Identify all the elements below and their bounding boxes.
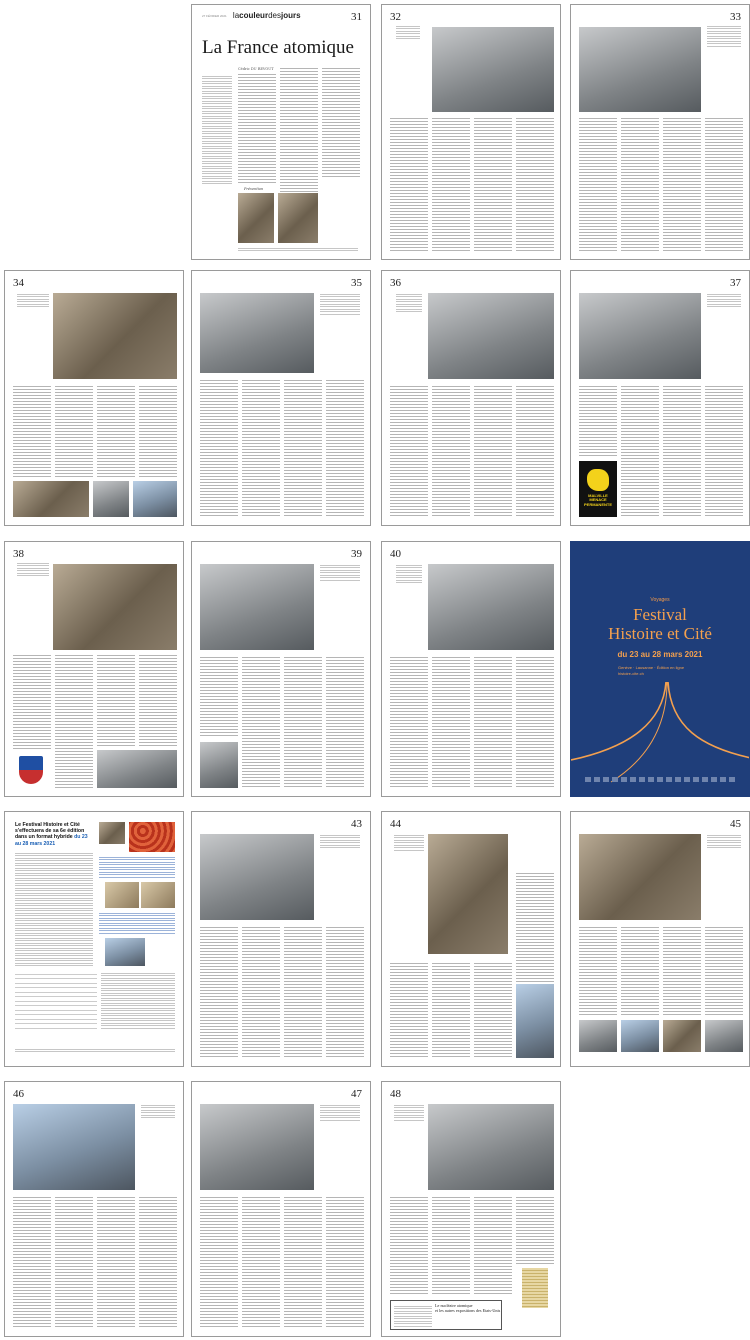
caption xyxy=(320,1104,360,1122)
empty-street-photo xyxy=(428,1104,554,1190)
article-column xyxy=(663,385,701,517)
article-column xyxy=(621,117,659,251)
page-35[interactable] xyxy=(191,270,371,526)
poster-kicker: Voyages xyxy=(650,597,670,603)
page-title: La France atomique xyxy=(202,37,354,58)
article-column xyxy=(200,926,238,1058)
article-column xyxy=(474,117,512,251)
reference-box-text xyxy=(394,1305,432,1327)
article-column xyxy=(326,1196,364,1328)
page-number: 40 xyxy=(390,548,401,560)
crane-reactor-photo xyxy=(579,293,701,379)
road-line xyxy=(668,682,750,758)
article-column xyxy=(516,656,554,788)
article-column xyxy=(97,385,135,477)
archive-photo xyxy=(663,1020,701,1052)
article-column xyxy=(242,1196,280,1328)
article-column xyxy=(55,654,93,788)
france-map-shape xyxy=(587,469,609,491)
page-37[interactable] xyxy=(570,270,750,526)
page-number: 34 xyxy=(13,277,24,289)
article-column xyxy=(139,654,177,746)
poster-text: MALVILLE MENACE PERMANENTE xyxy=(583,493,612,507)
landscape-photo xyxy=(93,481,129,517)
article-column xyxy=(390,962,428,1058)
article-column xyxy=(390,385,428,517)
page-number: 32 xyxy=(390,11,401,23)
archive-photo xyxy=(579,1020,617,1052)
archive-photo xyxy=(200,742,238,788)
article-column xyxy=(284,656,322,788)
article-column xyxy=(242,656,280,788)
control-room-photo xyxy=(428,564,554,650)
program-schedule-table xyxy=(15,972,97,1030)
barred-window-photo xyxy=(53,564,177,650)
program-details xyxy=(101,972,175,1030)
page-number: 46 xyxy=(13,1088,24,1100)
article-column xyxy=(390,1196,428,1296)
article-column xyxy=(579,117,617,251)
article-column xyxy=(390,117,428,251)
page-38[interactable] xyxy=(4,541,184,797)
article-column xyxy=(474,1196,512,1296)
ad-body-text xyxy=(15,852,93,967)
page-39[interactable] xyxy=(191,541,371,797)
hazmat-workers-photo xyxy=(428,834,508,954)
article-column xyxy=(55,1196,93,1328)
page-48[interactable] xyxy=(381,1081,561,1337)
page-44[interactable] xyxy=(381,811,561,1067)
poster-info: Genève · Lausanne · Édition en ligne histoire-cite.ch xyxy=(618,665,685,676)
article-column xyxy=(474,962,512,1058)
program-image xyxy=(105,938,145,966)
caption xyxy=(320,564,360,582)
page-34[interactable] xyxy=(4,270,184,526)
article-column xyxy=(284,926,322,1058)
page-46[interactable] xyxy=(4,1081,184,1337)
caption xyxy=(707,834,741,850)
page-41-festival-poster[interactable] xyxy=(570,541,750,797)
masthead: 27 FÉVRIER 2021 lacouleurdesjours xyxy=(202,11,301,20)
article-column xyxy=(97,654,135,746)
archive-photo xyxy=(621,1020,659,1052)
archive-photo xyxy=(705,1020,743,1052)
caption xyxy=(394,834,424,852)
article-column xyxy=(663,926,701,1016)
plant-aerial-photo xyxy=(432,27,554,112)
caption xyxy=(396,25,420,39)
landscape-photo xyxy=(133,481,177,517)
program-listing xyxy=(99,856,175,878)
masthead-issue: 27 FÉVRIER 2021 xyxy=(202,13,227,18)
page-36[interactable] xyxy=(381,270,561,526)
article-column xyxy=(13,1196,51,1328)
caption xyxy=(17,293,49,309)
article-column xyxy=(242,926,280,1058)
page-number: 33 xyxy=(730,11,741,23)
caption xyxy=(396,564,422,584)
street-worker-photo xyxy=(200,1104,314,1190)
article-column xyxy=(432,1196,470,1296)
article-column xyxy=(432,117,470,251)
site-aerial-photo xyxy=(200,564,314,650)
page-32[interactable] xyxy=(381,4,561,260)
article-column xyxy=(242,379,280,517)
article-column xyxy=(579,926,617,1016)
caption xyxy=(238,247,358,251)
article-column xyxy=(705,926,743,1016)
caption xyxy=(17,562,49,578)
page-number: 47 xyxy=(351,1088,362,1100)
article-column xyxy=(322,67,360,177)
author-name: Cédric DU REVOUT xyxy=(238,67,274,71)
article-column xyxy=(200,656,238,736)
page-number: 48 xyxy=(390,1088,401,1100)
article-column xyxy=(516,385,554,517)
road-line xyxy=(571,682,666,760)
page-number: 35 xyxy=(351,277,362,289)
poster-title: Festival Histoire et Cité xyxy=(608,605,712,643)
article-column xyxy=(432,385,470,517)
workers-hall-photo xyxy=(200,834,314,920)
cooling-towers-photo xyxy=(13,481,89,517)
ad-footer xyxy=(15,1048,175,1052)
article-column xyxy=(621,926,659,1016)
caption xyxy=(707,293,741,307)
coat-of-arms-image xyxy=(19,756,43,784)
article-column xyxy=(326,379,364,517)
page-33[interactable] xyxy=(570,4,750,260)
reference-box-title: Le nucléaire atomique et les autres expositions des Etats-Unis xyxy=(435,1303,501,1313)
article-column xyxy=(55,385,93,477)
article-column xyxy=(13,654,51,750)
page-45[interactable] xyxy=(570,811,750,1067)
article-column xyxy=(326,926,364,1058)
poster-dates: du 23 au 28 mars 2021 xyxy=(617,650,703,659)
page-number: 38 xyxy=(13,548,24,560)
article-column xyxy=(663,117,701,251)
workers-helmets-photo xyxy=(579,834,701,920)
page-number: 31 xyxy=(351,11,362,23)
caption xyxy=(396,293,422,313)
archive-clipping-image xyxy=(522,1268,548,1308)
page-number: 39 xyxy=(351,548,362,560)
page-number: 36 xyxy=(390,277,401,289)
group-photo xyxy=(97,750,177,788)
article-column xyxy=(621,385,659,517)
article-column xyxy=(280,67,318,195)
article-column xyxy=(516,872,554,982)
program-image xyxy=(129,822,175,852)
article-column xyxy=(516,117,554,251)
article-column xyxy=(474,385,512,517)
article-column xyxy=(579,385,617,457)
article-column xyxy=(284,379,322,517)
smoking-reactor-photo xyxy=(428,293,554,379)
ad-lead-text: Le Festival Histoire et Cité s'effectuera de sa 6e édition dans un format hybride du 23 au 28 mars 2021 xyxy=(15,822,88,847)
article-column xyxy=(200,1196,238,1328)
page-number: 37 xyxy=(730,277,741,289)
protest-poster xyxy=(579,461,617,517)
article-column xyxy=(97,1196,135,1328)
article-column xyxy=(284,1196,322,1328)
page-number: 44 xyxy=(390,818,401,830)
poster-road-lines xyxy=(571,542,750,797)
damaged-plant-photo xyxy=(579,27,701,112)
article-column xyxy=(139,1196,177,1328)
archive-document-image xyxy=(238,193,274,243)
page-number: 45 xyxy=(730,818,741,830)
article-column xyxy=(432,656,470,788)
article-column xyxy=(516,1196,554,1266)
speaker-photo xyxy=(99,822,125,844)
article-column xyxy=(200,379,238,517)
intro-text xyxy=(202,75,232,185)
reference-box xyxy=(390,1300,502,1330)
harbour-photo xyxy=(200,293,314,373)
article-column xyxy=(238,73,276,183)
archive-document-image xyxy=(278,193,318,243)
article-column xyxy=(705,385,743,517)
page-43[interactable] xyxy=(191,811,371,1067)
article-column xyxy=(139,385,177,477)
mushroom-cloud-photo xyxy=(516,984,554,1058)
caption xyxy=(707,25,741,47)
page-42-festival-ad[interactable] xyxy=(4,811,184,1067)
caption xyxy=(320,293,360,315)
program-image xyxy=(141,882,175,908)
article-column xyxy=(326,656,364,788)
subheading: Prévention xyxy=(244,187,264,191)
caption xyxy=(320,834,360,850)
page-31[interactable] xyxy=(191,4,371,260)
caption xyxy=(394,1104,424,1122)
article-column xyxy=(474,656,512,788)
debris-photo xyxy=(53,293,177,379)
program-listing xyxy=(99,912,175,934)
program-image xyxy=(105,882,139,908)
page-40[interactable] xyxy=(381,541,561,797)
bus-photo xyxy=(13,1104,135,1190)
sponsor-logos xyxy=(585,777,735,782)
page-number: 43 xyxy=(351,818,362,830)
article-column xyxy=(705,117,743,251)
article-column xyxy=(390,656,428,788)
page-47[interactable] xyxy=(191,1081,371,1337)
caption xyxy=(141,1104,175,1118)
article-column xyxy=(13,385,51,477)
article-column xyxy=(432,962,470,1058)
